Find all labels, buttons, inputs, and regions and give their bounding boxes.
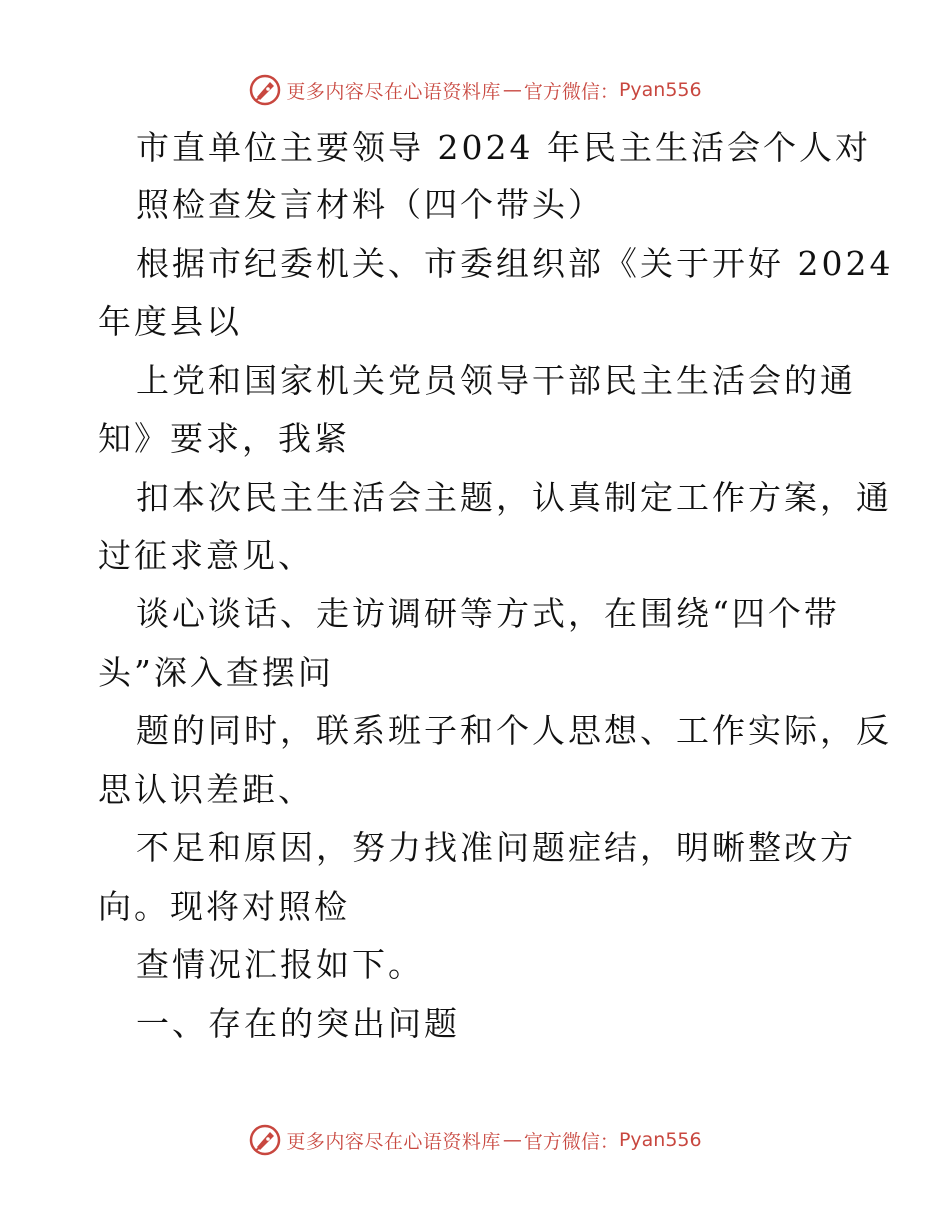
watermark-dash: — (502, 1129, 522, 1151)
watermark-text: 更多内容尽在心语资料库 (286, 80, 501, 103)
watermark-wechat-label: 官方微信： (523, 80, 619, 103)
title-line-1: 市直单位主要领导 2024 年民主生活会个人对 (136, 128, 871, 167)
paragraph-line: 头”深入查摆问 (98, 653, 334, 692)
header-watermark (0, 70, 950, 110)
pen-nib-seal-icon (248, 1123, 282, 1157)
watermark-wechat-id: Pyan556 (618, 1129, 702, 1151)
paragraph-line: 不足和原因，努力找准问题症结，明晰整改方 (136, 828, 856, 867)
paragraph-line: 过征求意见、 (98, 536, 314, 575)
watermark-wechat-id: Pyan556 (618, 79, 702, 101)
paragraph-line: 思认识差距、 (98, 770, 314, 809)
section-heading: 一、存在的突出问题 (136, 1004, 460, 1043)
pen-nib-seal-icon (248, 73, 282, 107)
watermark-text: 更多内容尽在心语资料库 (286, 1130, 501, 1153)
paragraph-line: 查情况汇报如下。 (136, 945, 424, 984)
watermark-dash: — (502, 79, 522, 101)
paragraph-line: 扣本次民主生活会主题，认真制定工作方案，通 (136, 478, 892, 517)
watermark-wechat-label: 官方微信： (523, 1130, 619, 1153)
paragraph-line: 知》要求，我紧 (98, 419, 350, 458)
paragraph-line: 上党和国家机关党员领导干部民主生活会的通 (136, 361, 856, 400)
title-line-2: 照检查发言材料（四个带头） (136, 185, 604, 224)
footer-watermark (0, 1120, 950, 1160)
paragraph-line: 年度县以 (98, 302, 242, 341)
paragraph-line: 向。现将对照检 (98, 887, 350, 926)
paragraph-line: 题的同时，联系班子和个人思想、工作实际，反 (136, 711, 892, 750)
paragraph-line: 根据市纪委机关、市委组织部《关于开好 2024 (136, 244, 894, 283)
paragraph-line: 谈心谈话、走访调研等方式，在围绕“四个带 (136, 594, 840, 633)
